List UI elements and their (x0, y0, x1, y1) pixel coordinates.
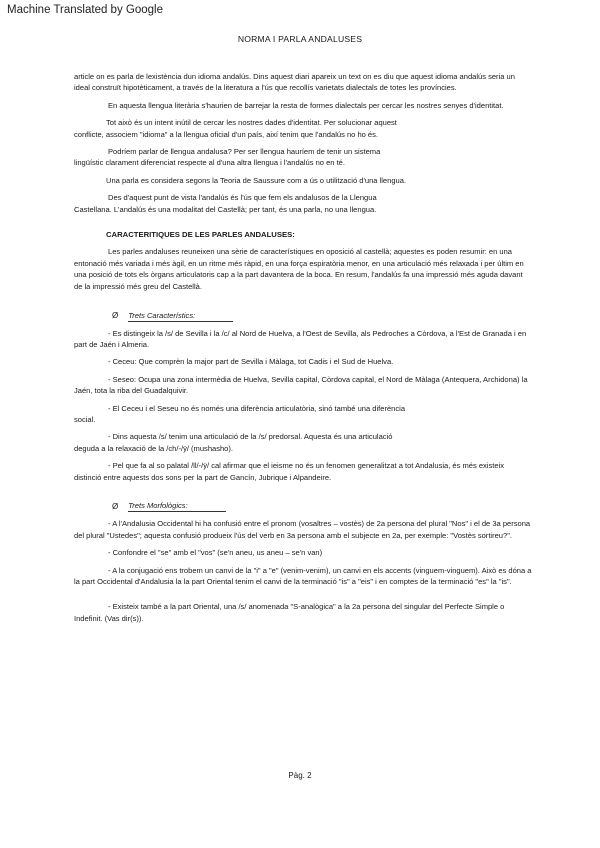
paragraph-line: Castellana. L'andalús és una modalitat del Castellà; per tant, és una parla, no una llengua. (74, 204, 377, 214)
list-item: - Pel que fa al so palatal /ll/-/ÿ/ cal afirmar que el ieisme no és un fenomen generalitzat a tot Andalusia, és més existeix distinció entre aquests dos sons per la part de Gancín, Jubrique i Alpandeire. (74, 461, 504, 482)
list-item: - Seseo: Ocupa una zona intermèdia de Huelva, Sevilla capital, Còrdova capital, el Nord de Màlaga (Antequera, Archidona) la Jaén, tota la riba del Guadalquivir. (74, 374, 528, 396)
list-item: - A l'Andalusia Occidental hi ha confusió entre el pronom (vosaltres – vostès) de 2a persona del plural "Nos" i el de 3a persona del plural "Ustedes"; aquesta confusió produeix l'ús del verb en 3a persona amb el subjecte en 2a, per exemple: "Vostès sortireu?". (74, 519, 531, 540)
paragraph-line: Des d'aquest punt de vista l'andalús és l'ús que fem els andalusos de la Llengua (108, 193, 377, 203)
paragraph: En aquesta llengua literària s'haurien de barrejar la resta de formes dialectals per cercar les nostres senyes d'identitat. (108, 100, 504, 110)
paragraph-line: conflicte, associem "idioma" a la llengua oficial d'un país, així tenim que l'andalús no ho és. (74, 129, 378, 139)
list-item-line: deguda a la relaxació de la /ch/-/ÿ/ (mushasho). (74, 443, 233, 453)
list-item: - Existeix també a la part Oriental, una /s/ anomenada "S-analògica" a la 2a persona del singular del Perfecte Simple o Indefinit. (Vas dir(s)). (74, 602, 505, 623)
paragraph-line: Podríem parlar de llengua andalusa? Per ser llengua hauríem de tenir un sistema (108, 147, 381, 157)
subsection-title: Trets Morfològics: (128, 501, 225, 512)
page-number: Pàg. 2 (288, 771, 312, 780)
paragraph: article on es parla de lexistència dun idioma andalús. Dins aquest diari apareix un text on es diu que aquest idioma andalús seria un ideal construït hipotèticament, a través de la literatura a l'ús que recollís varietats dialectals de totes les províncies. (74, 72, 515, 93)
list-item (74, 431, 532, 454)
paragraph (74, 192, 532, 215)
subsection-title: Trets Característics: (128, 311, 233, 322)
paragraph-line: Tot això és un intent inútil de cercar les nostres dades d'identitat. Per solucionar aquest (106, 118, 397, 128)
arrow-bullet-icon: Ø (112, 311, 119, 321)
document-body (74, 71, 532, 630)
list-item: - Es distingeix la /s/ de Sevilla i la /c/ al Nord de Huelva, a l'Oest de Sevilla, als Pedroches a Còrdova, a l'Est de Granada i en part de Jaén i Almeria. (74, 328, 527, 349)
paragraph-line: lingüístic clarament diferenciat respecte al d'una altra llengua i l'andalús no en té. (74, 158, 345, 168)
arrow-bullet-icon: Ø (112, 501, 119, 511)
paragraph: Una parla es considera segons la Teoria de Saussure com a ús o utilització d'una llengua. (106, 175, 407, 185)
list-item: - A la conjugació ens trobem un canvi de la "i" a "e" (venim-venim), un canvi en els accents (vinguem-vinguem). Això es dóna a la part Occidental d'Andalusia la la part Oriental tenim el canvi de la terminació "is" a "eis" i en comptes de la terminació "es" la "is". (74, 565, 532, 586)
list-item-line: social. (74, 414, 96, 424)
list-item: - Ceceu: Que comprèn la major part de Sevilla i Màlaga, tot Cadis i el Sud de Huelva. (108, 357, 394, 367)
paragraph (74, 117, 532, 140)
subsection-heading-morfo (112, 501, 532, 512)
subsection-heading-fonetics (112, 310, 532, 321)
list-item-line: - Dins aquesta /s/ tenim una articulació de la /s/ predorsal. Aquesta és una articulació (108, 432, 393, 442)
page-title: NORMA I PARLA ANDALUSES (237, 34, 363, 44)
list-item (74, 403, 532, 426)
paragraph (74, 146, 532, 169)
machine-translation-banner: Machine Translated by Google (7, 4, 163, 16)
paragraph: Les parles andaluses reuneixen una sèrie de característiques en oposició al castellà; aquestes es poden resumir: en una entonació més variada i més àgil, en un ritme més ràpid, en una força espiratòria menor, en una articulació més relaxada i per últim en una posició de tots els òrgans articulatoris cap a la part davantera de la boca. En resum, l'andalús fa una impressió més aguda davant de la impressió més greu del Castellà. (74, 247, 524, 291)
list-item-line: - El Ceceu i el Seseu no és només una diferència articulatòria, sinó també una diferència (108, 403, 406, 413)
section-heading: CARACTERITIQUES DE LES PARLES ANDALUSES: (106, 230, 295, 240)
list-item: - Confondre el "se" amb el "vos" (se'n aneu, us aneu – se'n van) (108, 548, 323, 558)
